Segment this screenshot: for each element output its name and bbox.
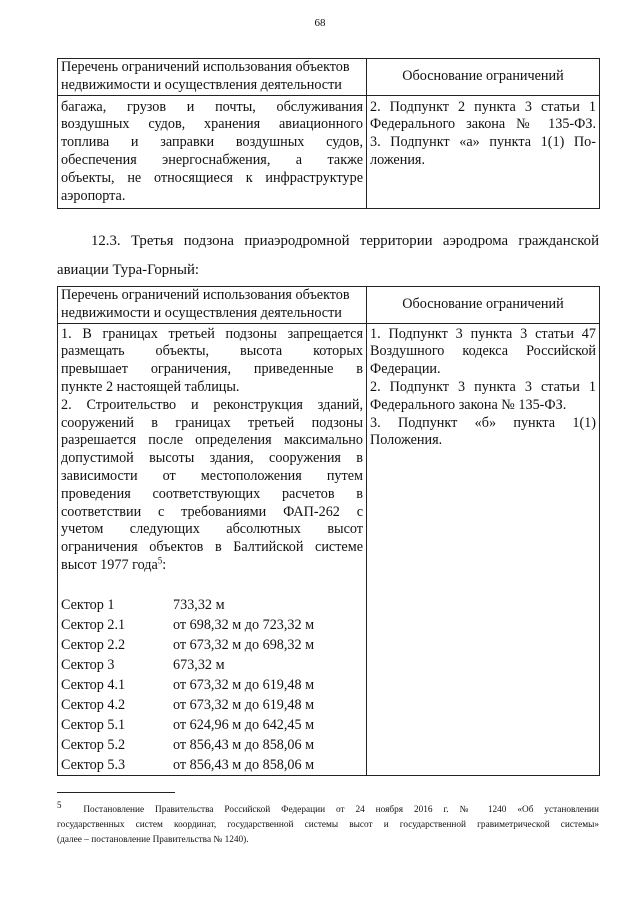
sector-row [61,635,363,655]
sector-name: Сектор 2.1 [61,616,126,633]
table-row [58,323,600,775]
text-line: Федерации. [370,361,441,378]
text-line: ложения. [370,151,425,168]
text-line: объекты, не относящиеся к инфраструктуре [61,169,363,186]
sector-height: 673,32 м [173,656,225,673]
sector-height: от 673,32 м до 698,32 м [173,636,315,653]
sector-height: от 856,43 м до 858,06 м [173,736,315,753]
text-line: учетом следующих абсолютных высот [61,521,363,538]
sector-name: Сектор 3 [61,656,115,673]
footnote-line: (далее – постановление Правительства № 1240). [57,835,249,845]
text-line: сооружений в границах третьей подзоны [61,414,363,431]
sector-height: от 698,32 м до 723,32 м [173,616,315,633]
page-number: 68 [314,17,326,29]
section-line: 12.3. Третья подзона приаэродромной территории аэродрома гражданской [91,233,599,249]
text-line: 2. Подпункт 2 пункта 3 статьи 1 [370,98,596,115]
justification-cell [367,323,600,775]
header-line: Перечень ограничений использования объектов [61,287,350,303]
text-line: размещать объекты, высота которых [61,343,363,360]
text-line: 1. Подпункт 3 пункта 3 статьи 47 [370,325,596,342]
sector-name: Сектор 5.1 [61,716,126,733]
restrictions-table-continued [57,58,600,209]
text-line: Положения. [370,432,443,449]
text-line: превышает ограничения, приведенные в [61,361,363,378]
sector-name: Сектор 5.2 [61,736,126,753]
sector-row [61,735,363,755]
sector-row [61,695,363,715]
text-line: Федерального закона № 135-ФЗ. [370,116,596,133]
sector-height: 733,32 м [173,596,225,613]
sector-name: Сектор 4.1 [61,676,126,693]
text-line: проведения соответствующих расчетов в [61,485,363,502]
text-line: соответствии с требованиями ФАП-262 с [61,503,363,520]
header-restrictions-list [58,59,367,96]
text-line: пункте 2 настоящей таблицы. [61,378,240,395]
footnote-line: государственных систем координат, государственной системы высот и государственной гравиметрической системы» [57,820,599,830]
sector-height: от 673,32 м до 619,48 м [173,696,315,713]
footnote-text: Постановление Правительства Российской Федерации от 24 ноября 2016 г. № 1240 «Об установлении [83,805,599,815]
sector-row [61,615,363,635]
sector-row [61,715,363,735]
text-line: 1. В границах третьей подзоны запрещается [61,325,363,342]
sector-row [61,755,363,775]
text-line [61,557,363,575]
table-row [58,95,600,209]
text-fragment: : [162,556,167,573]
sector-height: от 673,32 м до 619,48 м [173,676,315,693]
text-fragment: высот 1977 года [61,556,158,573]
header-justification: Обоснование ограничений [367,59,600,96]
sector-name: Сектор 1 [61,596,115,613]
text-line: 2. Строительство и реконструкция зданий, [61,396,363,413]
text-line: зависимости от местоположения путем [61,467,363,484]
section-line: авиации Тура-Горный: [57,262,200,278]
sector-name: Сектор 4.2 [61,696,126,713]
text-line: воздушных судов, хранения авиационного [61,116,363,133]
header-line: Перечень ограничений использования объектов [61,59,350,75]
restrictions-cell [58,323,367,775]
footnote-line [57,799,599,818]
table-header-row [58,59,600,96]
header-line: недвижимости и осуществления деятельности [61,76,342,93]
sector-height: от 624,96 м до 642,45 м [173,716,315,733]
sector-row [61,595,363,615]
justification-cell [367,95,600,209]
footnote-separator [57,792,175,793]
footnote-reference: 5 [157,555,163,566]
text-line: 3. Подпункт «б» пункта 1(1) [370,414,596,431]
text-line: багажа, грузов и почты, обслуживания [61,98,363,115]
header-restrictions-list [58,287,367,324]
restrictions-table-third-subzone [57,286,600,776]
text-line: обеспечения энергоснабжения, а также [61,151,363,168]
header-line: недвижимости и осуществления деятельности [61,304,342,321]
header-justification: Обоснование ограничений [367,287,600,324]
text-line: допустимой высоты здания, сооружения в [61,450,363,467]
sector-row [61,655,363,675]
text-line: Воздушного кодекса Российской [370,343,596,360]
text-line: Федерального закона № 135-ФЗ. [370,396,567,413]
text-line: разрешается после определения максимально [61,432,363,449]
text-line: 2. Подпункт 3 пункта 3 статьи 1 [370,378,596,395]
text-line: ограничения объектов в Балтийской системе [61,539,363,556]
sector-name: Сектор 5.3 [61,756,126,773]
sector-row [61,675,363,695]
section-heading [57,227,599,285]
table-header-row [58,287,600,324]
text-line: 3. Подпункт «а» пункта 1(1) По- [370,134,596,151]
text-line: топлива и заправки воздушных судов, [61,134,363,151]
text-line: аэропорта. [61,187,126,204]
sector-height: от 856,43 м до 858,06 м [173,756,315,773]
restrictions-cell [58,95,367,209]
footnote-number: 5 [57,799,62,810]
sector-name: Сектор 2.2 [61,636,126,653]
footnote [57,799,599,848]
